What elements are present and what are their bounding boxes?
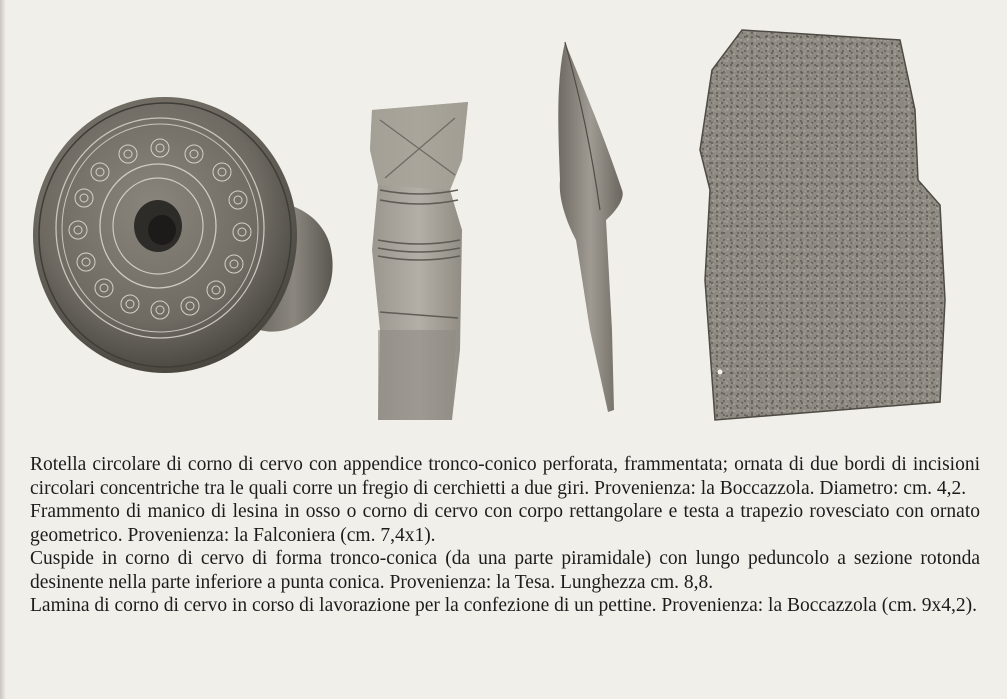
- disc-object: [33, 97, 333, 373]
- handle-object: [370, 102, 468, 420]
- caption-point: Cuspide in corno di cervo di forma tronco-conica (da una parte piramidale) con lungo peduncolo a sezione rotonda desinente nella parte inferiore a punta conica. Provenienza: la Tesa. Lunghezza cm. 8,8.: [30, 548, 980, 593]
- caption-block: [30, 453, 980, 618]
- caption-handle: Frammento di manico di lesina in osso o corno di cervo con corpo rettangolare e testa a trapezio rovesciato con ornato geometrico. Provenienza: la Falconiera (cm. 7,4x1).: [30, 501, 980, 546]
- point-object: [558, 42, 622, 412]
- caption-plate: Lamina di corno di cervo in corso di lavorazione per la confezione di un pettine. Provenienza: la Boccazzola (cm. 9x4,2).: [30, 595, 978, 616]
- plate-object: [700, 30, 945, 420]
- caption-disc: Rotella circolare di corno di cervo con appendice tronco-conico perforata, frammentata; ornata di due bordi di incisioni circolari concentriche tra le quali corre un fregio di cerchietti a due giri. Provenienza: la Boccazzola. Diametro: cm. 4,2.: [30, 454, 980, 499]
